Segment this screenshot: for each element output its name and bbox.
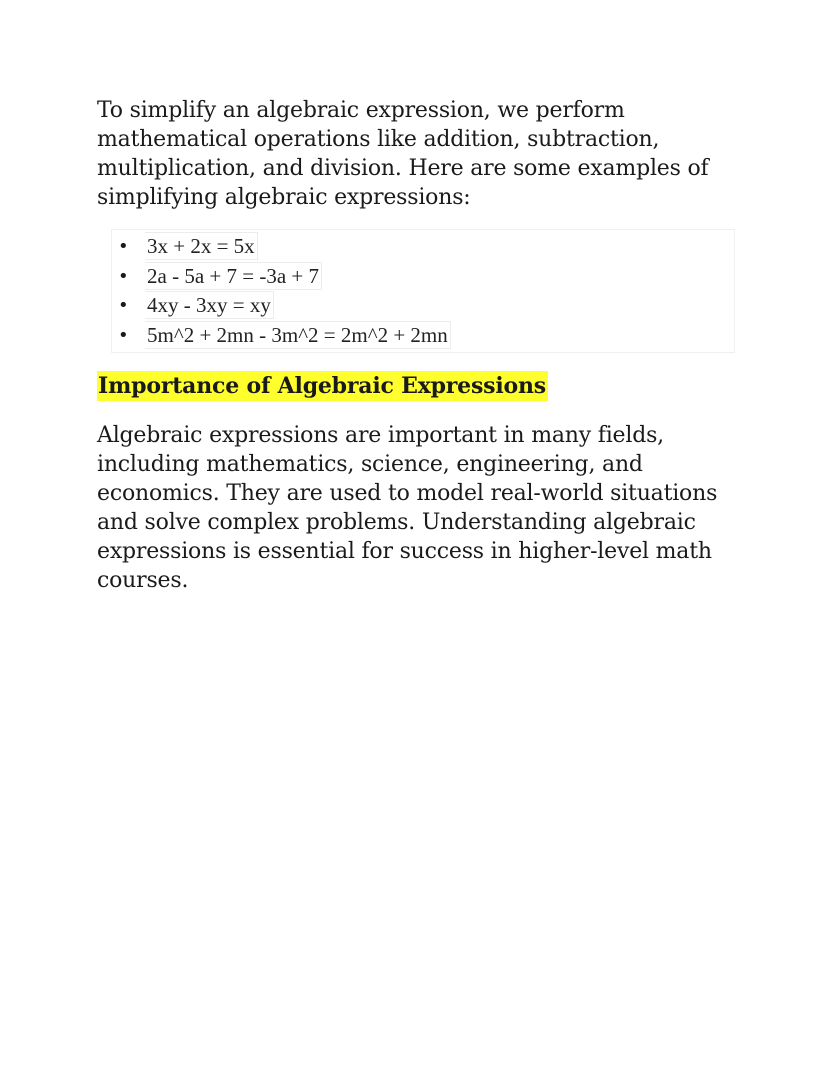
bullet-icon: • [118,324,129,346]
example-expression: 4xy - 3xy = xy [145,291,274,319]
example-expression: 2a - 5a + 7 = -3a + 7 [145,262,322,290]
example-expression: 3x + 2x = 5x [145,232,258,260]
list-item [112,291,734,321]
section-heading-wrapper [97,353,757,401]
document-page [97,96,757,595]
list-item [112,232,734,262]
bullet-icon: • [118,295,129,316]
bullet-icon: • [118,265,129,287]
bullet-icon: • [118,236,129,257]
examples-list [111,229,735,353]
example-expression: 5m^2 + 2mn - 3m^2 = 2m^2 + 2mn [145,321,451,349]
section-heading: Importance of Algebraic Expressions [98,373,546,399]
list-item [112,321,734,351]
list-item [112,262,734,292]
section-body-paragraph: Algebraic expressions are important in many fields, including mathematics, science, engineering, and economics. They are used to model real-world situations and solve complex problems. Understanding algebraic expressions is essential for success in higher-level math courses. [97,423,718,593]
intro-paragraph: To simplify an algebraic expression, we perform mathematical operations like addition, subtraction, multiplication, and division. Here are some examples of simplifying algebraic expressions: [97,98,709,210]
